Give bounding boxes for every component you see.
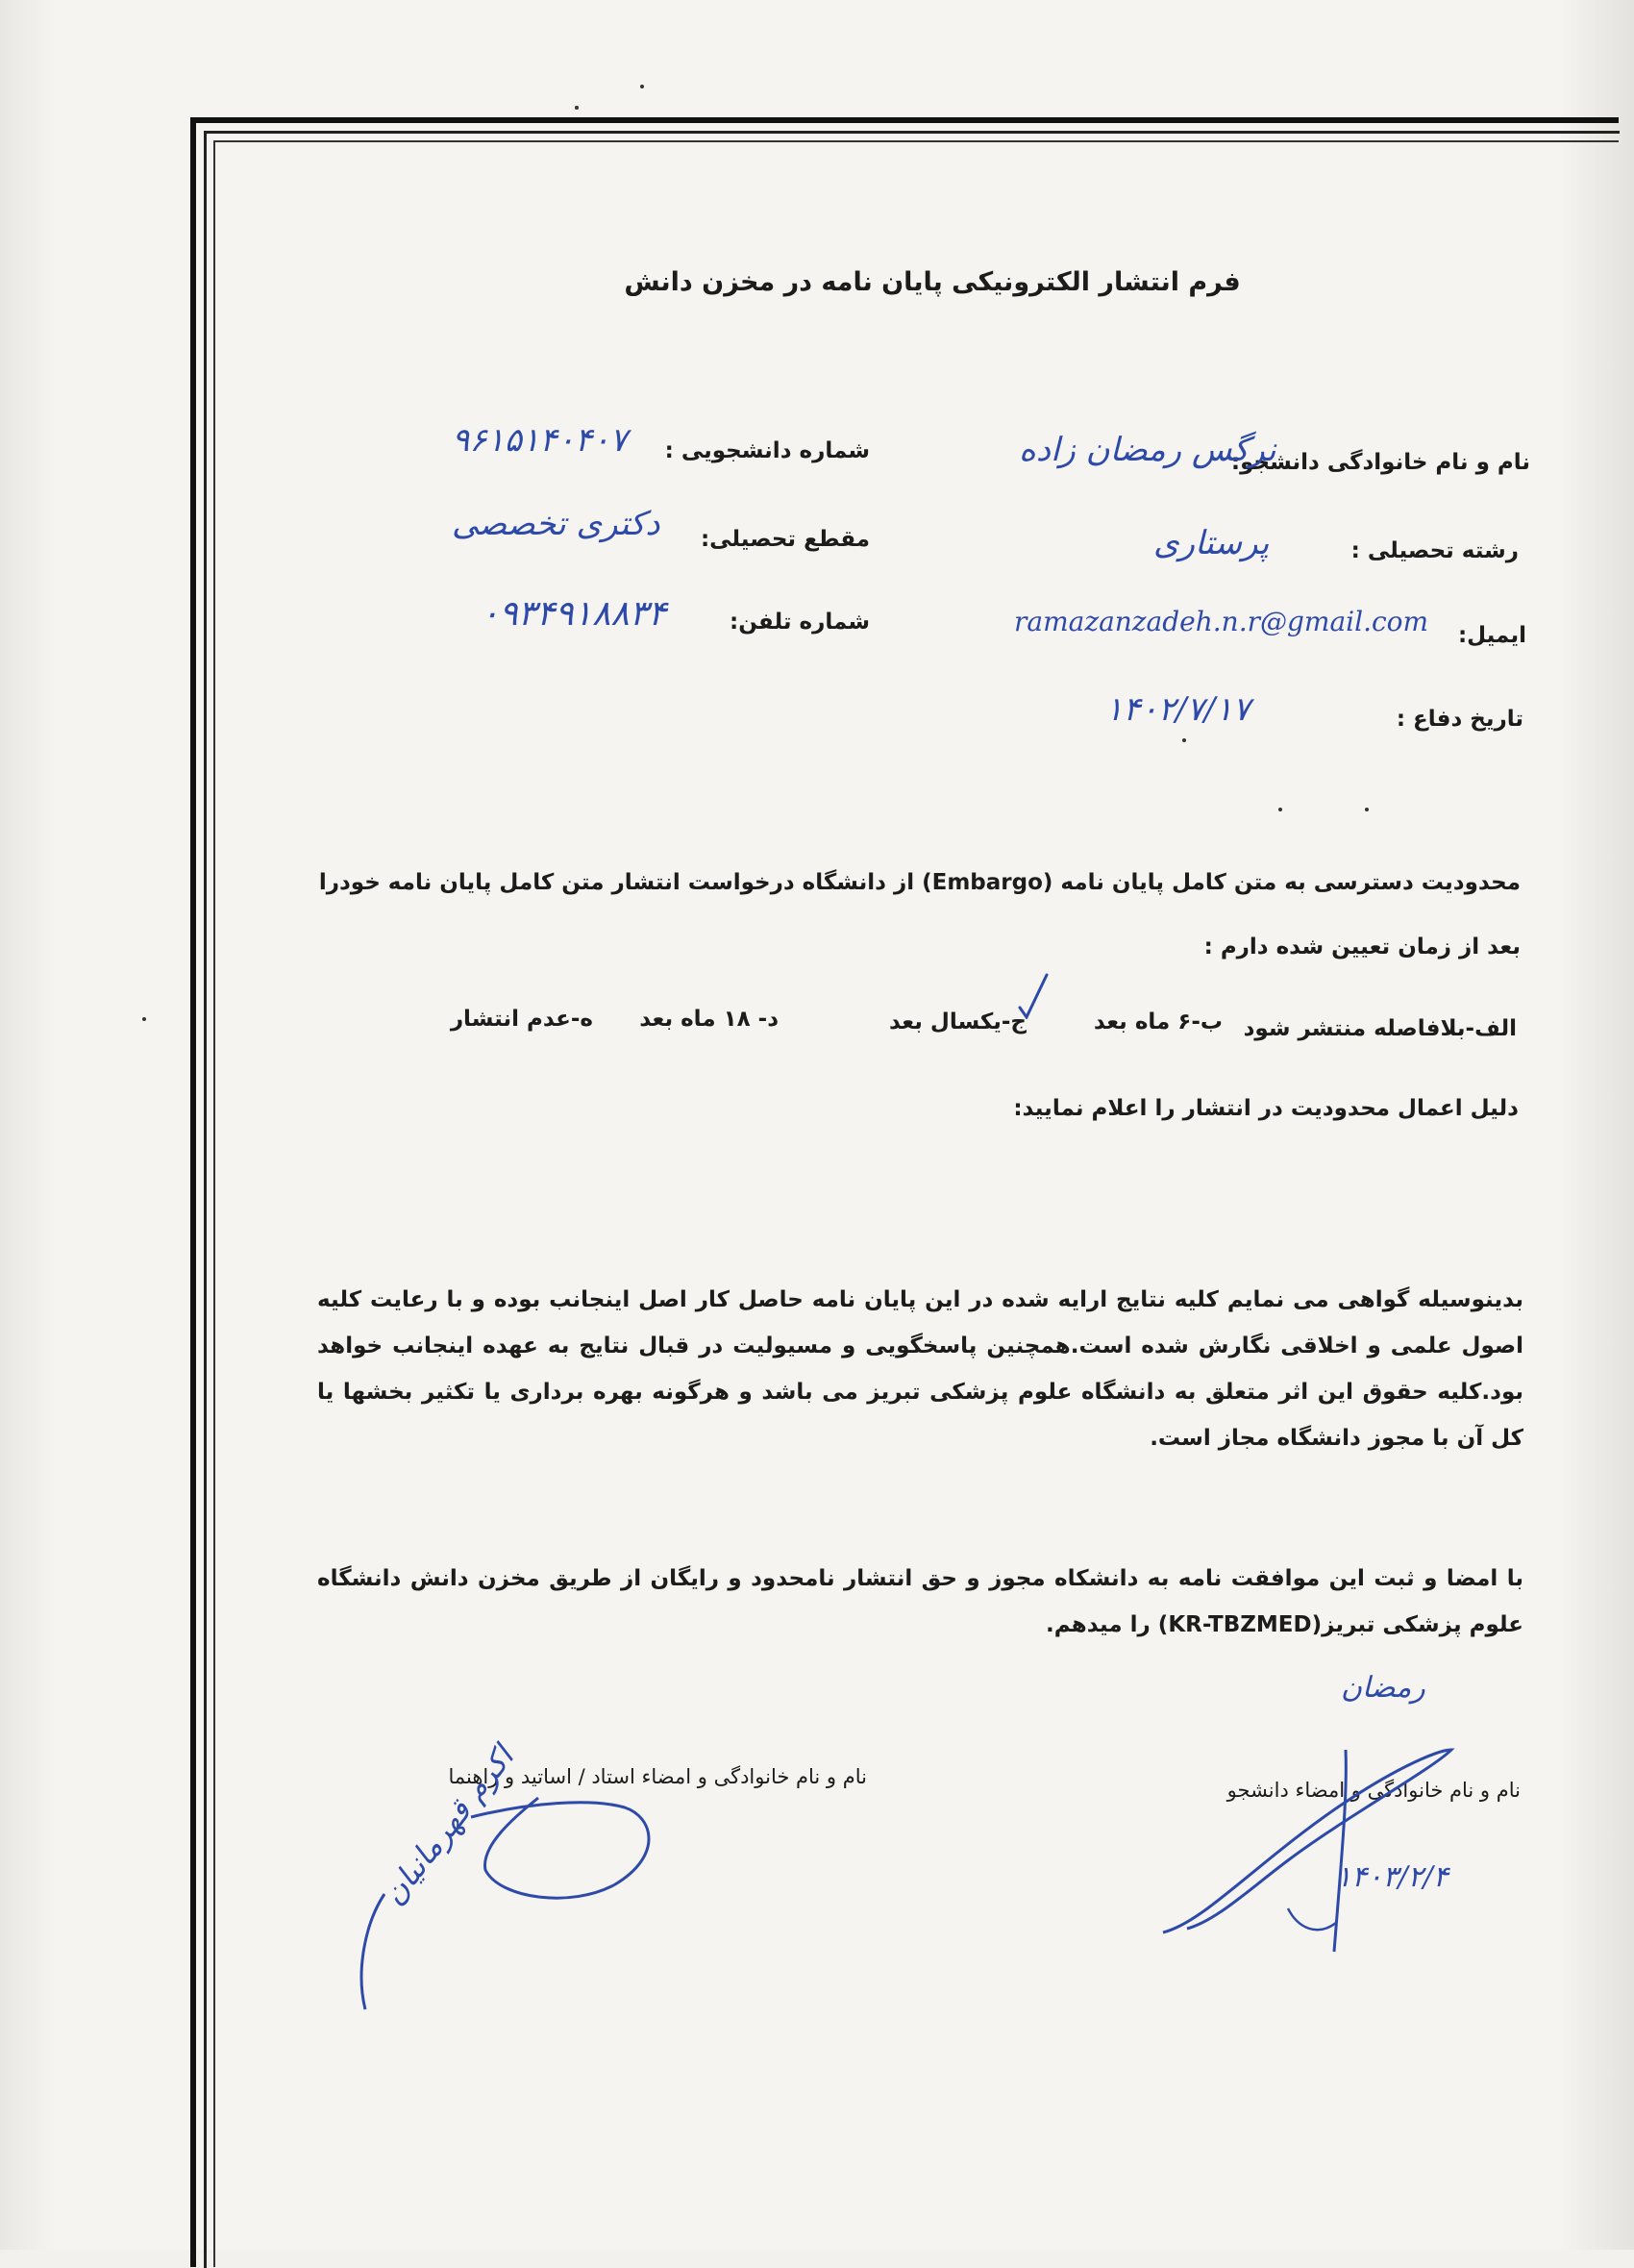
scan-speck <box>640 85 644 88</box>
scan-speck <box>142 1017 146 1021</box>
student-handwritten-name: رمضان <box>1341 1671 1425 1705</box>
student-id-label: شماره دانشجویی : <box>664 438 870 463</box>
scan-speck <box>1365 808 1369 811</box>
embargo-request-line1: محدودیت دسترسی به متن کامل پایان نامه (Embargo) از دانشگاه درخواست انتشار متن کامل پایان نامه خودرا <box>318 870 1521 895</box>
student-name-value: نرگس رمضان زاده <box>1019 431 1276 469</box>
student-name-label: نام و نام خانوادگی دانشجو: <box>1230 450 1530 475</box>
phone-label: شماره تلفن: <box>730 610 870 635</box>
declaration-paragraph-1: بدینوسیله گواهی می نمایم کلیه نتایج ارایه شده در این پایان نامه حاصل کار اصل اینجانب بوده و با رعایت کلیه اصول علمی و اخلاقی نگارش شده است.همچنین پاسخگویی و مسیولیت در قبال نتایج به عهده اینجانب خواهد بود.کلیه حقوق این اثر متعلق به دانشگاه علوم پزشکی تبریز می باشد و هرگونه بهره برداری یا تکثیر بخشها یا کل آن با مجوز دانشگاه مجاز است. <box>317 1287 1523 1451</box>
student-signature-date: ۱۴۰۳/۲/۴ <box>1336 1860 1448 1894</box>
checkmark-icon <box>1017 973 1050 1019</box>
email-value: ramazanzadeh.n.r@gmail.com <box>1014 606 1429 637</box>
defense-date-value: ۱۴۰۲/۷/۱۷ <box>1105 690 1250 729</box>
embargo-request-line2: بعد از زمان تعیین شده دارم : <box>1203 935 1521 960</box>
form-title: فرم انتشار الکترونیکی پایان نامه در مخزن دانش <box>624 267 1241 297</box>
scan-speck <box>1278 808 1282 811</box>
student-signature-label: نام و نام خانوادگی و امضاء دانشجو <box>1226 1779 1521 1802</box>
supervisor-handwritten-name: اکرم قهرمانیان <box>375 1738 521 1912</box>
embargo-option-18-months[interactable]: د- ۱۸ ماه بعد <box>639 1007 779 1032</box>
declaration-paragraph-2: با امضا و ثبت این موافقت نامه به دانشکاه مجوز و حق انتشار نامحدود و رایگان از طریق مخزن دانش دانشگاه علوم پزشکی تبریز(KR-TBZMED) را میدهم. <box>317 1566 1523 1637</box>
phone-value: ۰۹۳۴۹۱۸۸۳۴ <box>481 594 667 634</box>
student-id-value: ۹۶۱۵۱۴۰۴۰۷ <box>452 421 628 460</box>
supervisor-signature-label: نام و نام خانوادگی و امضاء استاد / اساتید و راهنما <box>448 1765 867 1788</box>
email-label: ایمیل: <box>1457 623 1526 648</box>
scan-speck <box>575 106 579 110</box>
embargo-option-6-months[interactable]: ب-۶ ماه بعد <box>1093 1009 1223 1034</box>
embargo-option-1-year[interactable]: ج-یکسال بعد <box>888 1009 1027 1034</box>
scan-speck <box>1182 738 1186 742</box>
major-value: پرستاری <box>1153 524 1270 562</box>
major-label: رشته تحصیلی : <box>1350 538 1519 563</box>
student-signature <box>1144 1702 1471 1961</box>
defense-date-label: تاریخ دفاع : <box>1396 707 1523 732</box>
degree-value: دکتری تخصصی <box>452 505 660 543</box>
embargo-reason-label: دلیل اعمال محدودیت در انتشار را اعلام نمایید: <box>1013 1096 1519 1121</box>
embargo-option-no-publish[interactable]: ه-عدم انتشار <box>450 1007 593 1032</box>
embargo-option-immediate[interactable]: الف-بلافاصله منتشر شود <box>1243 1016 1517 1041</box>
degree-label: مقطع تحصیلی: <box>700 527 870 552</box>
